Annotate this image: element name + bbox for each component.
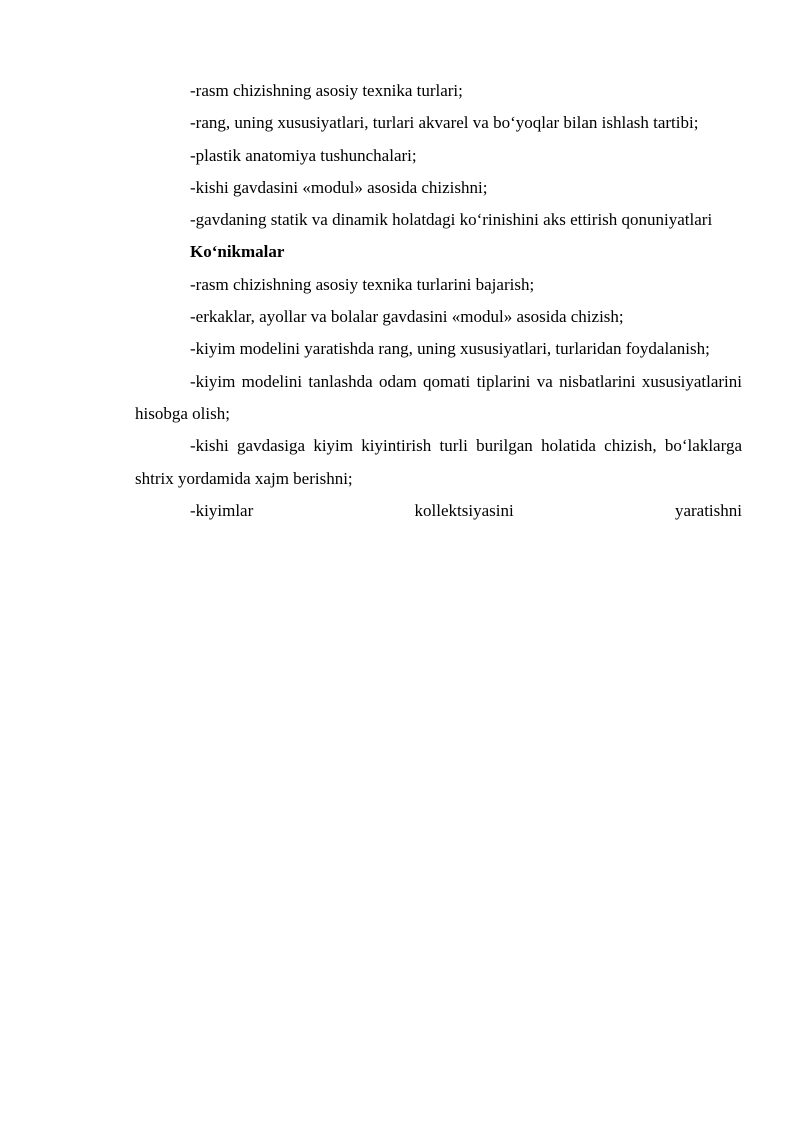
list-item: -plastik anatomiya tushunchalari; <box>190 145 417 165</box>
section-heading: Ko‘nikmalar <box>190 242 285 262</box>
list-item: -kiyim modelini tanlashda odam qomati tiplarini va nisbatlarini xususiyatlarini hisobga olish; <box>135 371 742 423</box>
list-item: -rang, uning xususiyatlari, turlari akvarel va bo‘yoqlar bilan ishlash tartibi; <box>190 113 699 133</box>
document-body <box>135 75 742 527</box>
list-item: -kishi gavdasini «modul» asosida chizishni; <box>190 177 488 197</box>
list-item: -kiyim modelini yaratishda rang, uning xususiyatlari, turlaridan foydalanish; <box>190 339 710 359</box>
list-item: -rasm chizishning asosiy texnika turlari; <box>190 81 463 100</box>
list-item: -rasm chizishning asosiy texnika turlarini bajarish; <box>190 274 535 294</box>
list-item: -kishi gavdasiga kiyim kiyintirish turli burilgan holatida chizish, bo‘laklarga shtrix yordamida xajm berishni; <box>135 436 742 488</box>
list-item: -gavdaning statik va dinamik holatdagi ko‘rinishini aks ettirish qonuniyatlari <box>190 210 713 230</box>
list-item: -erkaklar, ayollar va bolalar gavdasini «modul» asosida chizish; <box>190 307 624 327</box>
list-item: -kiyimlar kollektsiyasini yaratishni <box>190 500 742 520</box>
